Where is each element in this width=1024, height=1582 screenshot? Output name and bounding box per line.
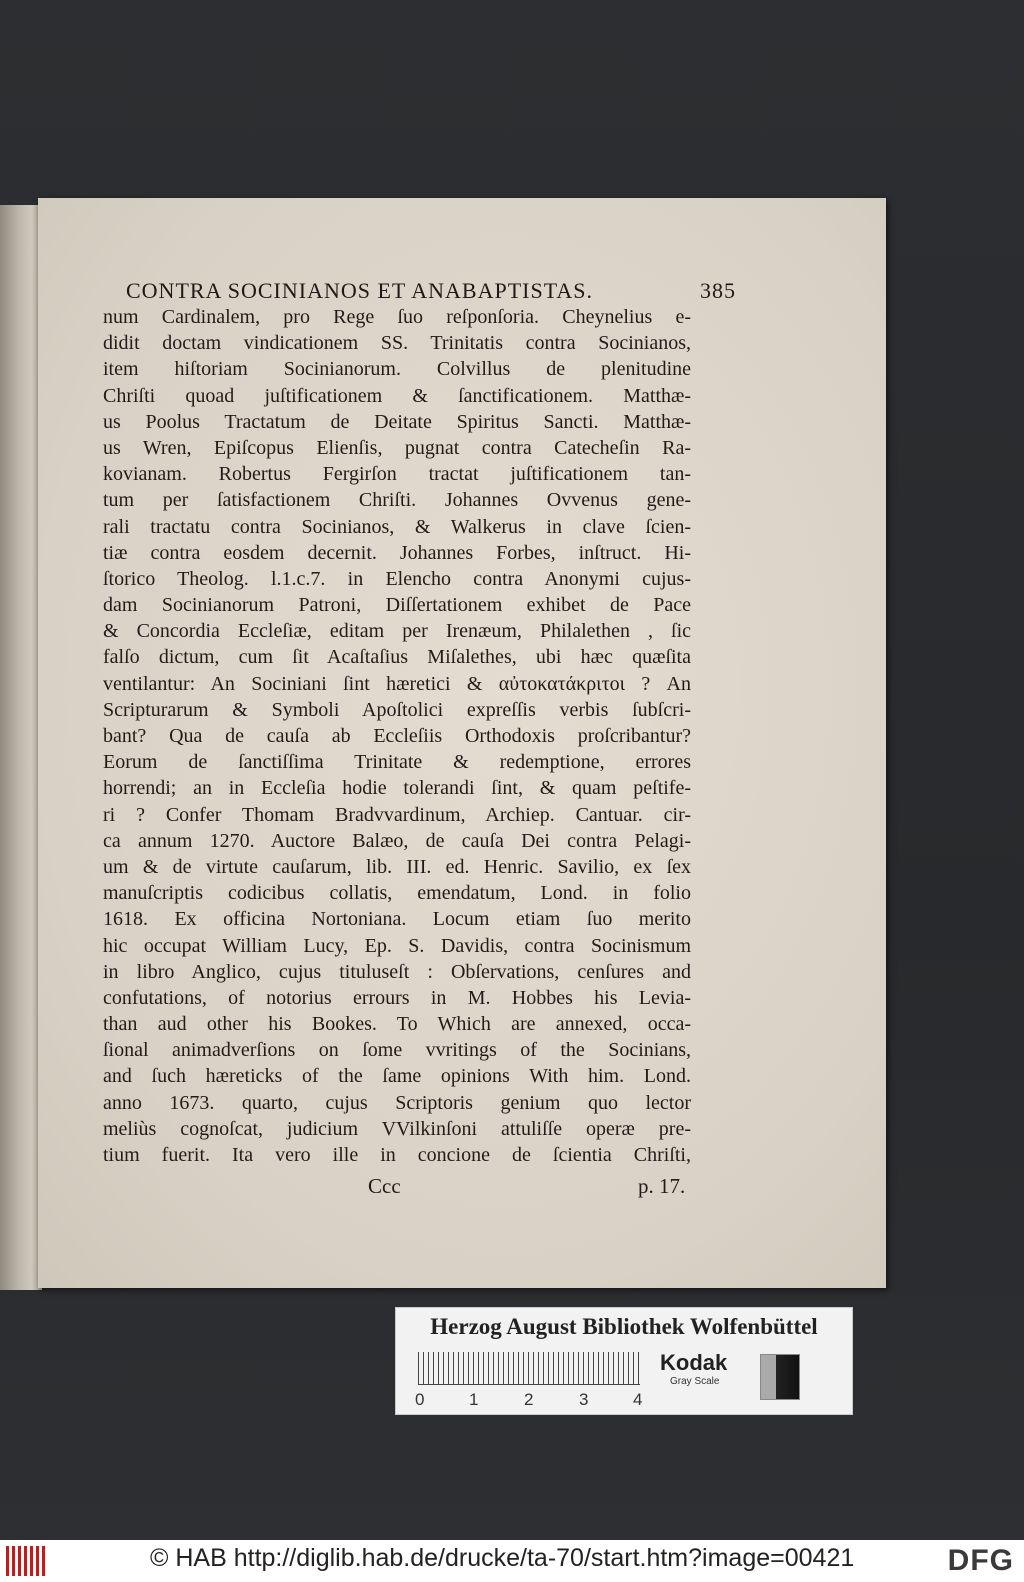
text-line: hic occupat William Lucy, Ep. S. Davidis, contra Socinismum	[103, 934, 691, 957]
text-line: ſtorico Theolog. l.1.c.7. in Elencho contra Anonymi cujus-	[103, 567, 691, 590]
page-number: 385	[700, 278, 736, 303]
color-reference-card	[395, 1307, 853, 1415]
text-line: item hiſtoriam Socinianorum. Colvillus de plenitudine	[103, 358, 691, 381]
running-head-title: CONTRA SOCINIANOS ET ANABAPTISTAS.	[126, 278, 593, 303]
text-line: tium fuerit. Ita vero ille in concione de ſcientia Chriſti,	[103, 1144, 691, 1166]
text-line: tum per ſatisfactionem Chriſti. Johannes Ovvenus gene-	[103, 489, 691, 512]
text-line: us Wren, Epiſcopus Elienſis, pugnat contra Catecheſin Ra-	[103, 436, 691, 459]
text-line: than aud other his Bookes. To Which are annexed, occa-	[103, 1013, 691, 1036]
text-line: dam Socinianorum Patroni, Diſſertationem exhibet de Pace	[103, 594, 691, 617]
catchword: p. 17.	[638, 1174, 686, 1198]
text-line: anno 1673. quarto, cujus Scriptoris genium quo lector	[103, 1091, 691, 1114]
text-line: ſional animadverſions on ſome vvritings of the Socinians,	[103, 1039, 691, 1062]
text-line: Chriſti quoad juſtificationem & ſanctificationem. Matthæ-	[103, 384, 691, 407]
scale-ruler	[418, 1352, 640, 1385]
text-line: confutations, of notorius errours in M. Hobbes his Levia-	[103, 986, 691, 1009]
ruler-number: 1	[469, 1390, 479, 1409]
kodak-logo: Kodak	[660, 1350, 728, 1375]
text-line: falſo dictum, cum ſit Acaſtaſius Miſalethes, ubi hæc quæſita	[103, 646, 691, 669]
text-line: rali tractatu contra Socinianos, & Walkerus in clave ſcien-	[103, 515, 691, 538]
dfg-logo: DFG	[947, 1544, 1014, 1577]
signature-mark: Ccc	[368, 1174, 401, 1198]
text-line: ca annum 1270. Auctore Balæo, de cauſa Dei contra Pelagi-	[103, 829, 691, 852]
text-line: 1618. Ex officina Nortoniana. Locum etiam ſuo merito	[103, 908, 691, 931]
body-text	[103, 304, 691, 1168]
text-line: tiæ contra eosdem decernit. Johannes Forbes, inſtruct. Hi-	[103, 541, 691, 564]
text-line: bant? Qua de cauſa ab Eccleſiis Orthodoxis proſcribantur?	[103, 725, 691, 747]
footer-bar	[0, 1540, 1024, 1582]
text-line: Scripturarum & Symboli Apoſtolici expreſſis verbis ſubſcri-	[103, 698, 691, 721]
reference-card-title: Herzog August Bibliothek Wolfenbüttel	[430, 1314, 818, 1339]
book-page	[38, 198, 886, 1288]
ruler-number: 2	[524, 1390, 534, 1409]
left-page-edge	[0, 205, 42, 1290]
text-line: & Concordia Eccleſiæ, editam per Irenæum, Philalethen , ſic	[103, 620, 691, 643]
gray-scale-swatch	[760, 1354, 800, 1400]
text-line: Eorum de ſanctiſſima Trinitate & redemptione, errores	[103, 751, 691, 774]
text-line: manuſcriptis codicibus collatis, emendatum, Lond. in folio	[103, 882, 691, 905]
gray-scale-label: Gray Scale	[670, 1376, 720, 1387]
footer-credit-link[interactable]: © HAB http://diglib.hab.de/drucke/ta-70/start.htm?image=00421	[150, 1544, 855, 1572]
ruler-number: 3	[579, 1390, 589, 1409]
text-line: and ſuch hæreticks of the ſame opinions With him. Lond.	[103, 1065, 691, 1088]
text-line: in libro Anglico, cujus tituluseſt : Obſervations, cenſures and	[103, 960, 691, 983]
text-line: num Cardinalem, pro Rege ſuo reſponſoria. Cheynelius e-	[103, 306, 691, 328]
text-line: meliùs cognoſcat, judicium VVilkinſoni attuliſſe operæ pre-	[103, 1117, 691, 1140]
text-line: um & de virtute cauſarum, lib. III. ed. Henric. Savilio, ex ſex	[103, 855, 691, 878]
text-line: ventilantur: An Sociniani ſint hæretici & αὐτοκατάκριτοι ? An	[103, 672, 691, 695]
text-line: kovianam. Robertus Fergirſon tractat juſtificationem tan-	[103, 463, 691, 486]
ruler-number: 0	[415, 1390, 425, 1409]
ruler-number: 4	[633, 1390, 643, 1409]
text-line: us Poolus Tractatum de Deitate Spiritus Sancti. Matthæ-	[103, 410, 691, 433]
text-line: ri ? Confer Thomam Bradvvardinum, Archiep. Cantuar. cir-	[103, 803, 691, 826]
text-line: didit doctam vindicationem SS. Trinitatis contra Socinianos,	[103, 332, 691, 355]
hab-logo-icon	[6, 1546, 46, 1576]
text-line: horrendi; an in Eccleſia hodie tolerandi ſint, & quam peſtife-	[103, 777, 691, 800]
